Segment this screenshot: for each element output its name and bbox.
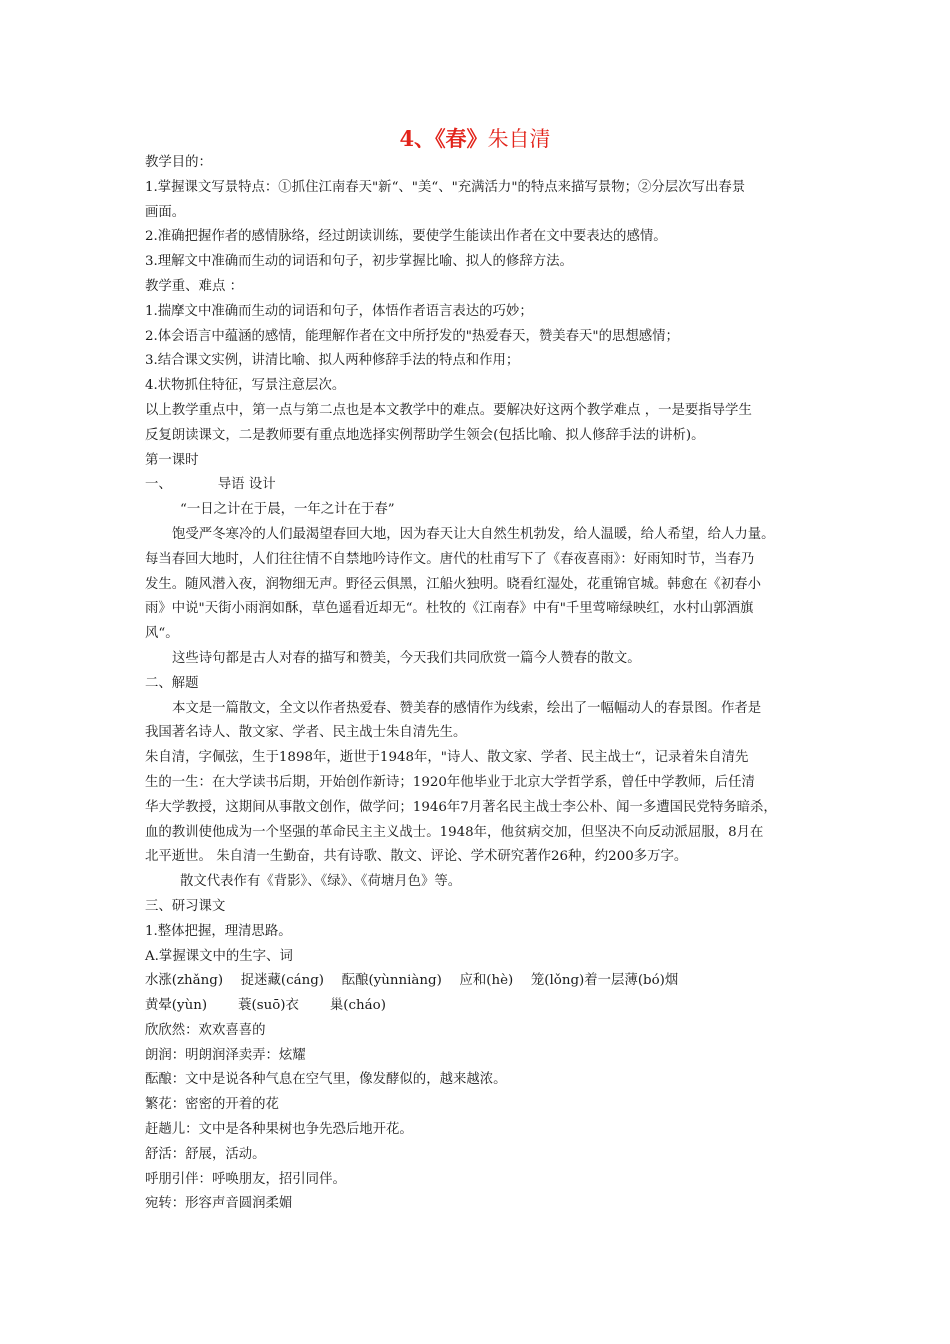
explanation-paragraph: 本文是一篇散文，全文以作者热爱春、赞美春的感情作为线索，绘出了一幅幅动人的春景图。作者是 [172, 700, 762, 716]
section-1-title: 导语 设计 [217, 477, 276, 493]
difficulty-note: 以上教学重点中，第一点与第二点也是本文教学中的难点。要解决好这两个教学难点 ，一是要指导学生 [145, 402, 752, 418]
heading-key-points: 教学重、难点 ： [145, 278, 243, 294]
goal-3: 3.理解文中准确而生动的词语和句子，初步掌握比喻、拟人的修辞方法。 [145, 254, 573, 270]
heading-first-lesson: 第一课时 [145, 452, 199, 468]
key-point-2: 2.体会语言中蕴涵的感情，能理解作者在文中所抒发的"热爱春天，赞美春天"的思想感情； [145, 328, 679, 344]
definition-7: 呼朋引伴：呼唤朋友，招引同伴。 [145, 1171, 346, 1187]
definition-8: 宛转：形容声音圆润柔媚 [145, 1196, 293, 1212]
section-1-number: 一、 [145, 477, 172, 493]
section-3-heading: 三、研习课文 [145, 898, 226, 914]
subsection-1: 1.整体把握，理清思路。 [145, 923, 292, 939]
definition-4: 繁花：密密的开着的花 [145, 1097, 279, 1113]
goal-1-cont: 画面。 [145, 204, 186, 220]
title-work: 《春》 [435, 126, 488, 151]
intro-paragraph: 饱受严冬寒冷的人们最渴望春回大地，因为春天让大自然生机勃发，给人温暖，给人希望，给人力量。 [172, 526, 775, 542]
heading-teaching-goals: 教学目的： [145, 155, 212, 170]
proverb: “一日之计在于晨，一年之计在于春” [180, 502, 395, 518]
intro-paragraph-2: 每当春回大地时，人们往往情不自禁地吟诗作文。唐代的杜甫写下了《春夜喜雨》：好雨知时节，当春乃 [145, 551, 755, 567]
representative-works: 散文代表作有《背影》、《绿》、《荷塘月色》等。 [180, 874, 462, 890]
definition-1: 欣欣然：欢欢喜喜的 [145, 1022, 266, 1038]
title-number: 4、 [399, 126, 436, 151]
key-point-1: 1.揣摩文中准确而生动的词语和句子，体悟作者语言表达的巧妙； [145, 303, 533, 319]
explanation-paragraph-2: 我国著名诗人、散文家、学者、民主战士朱自清先生。 [145, 725, 467, 741]
intro-paragraph-5: 风“。 [145, 626, 179, 642]
lesson-title [0, 124, 950, 154]
definition-6: 舒活：舒展，活动。 [145, 1146, 266, 1162]
key-point-3: 3.结合课文实例，讲清比喻、拟人两种修辞手法的特点和作用； [145, 353, 520, 369]
document-body [145, 151, 817, 1217]
key-point-4: 4.状物抓住特征，写景注意层次。 [145, 378, 346, 394]
author-bio-3: 华大学教授，这期间从事散文创作，做学问；1946年7月著名民主战士李公朴、闻一多遭国民党特务暗杀， [145, 799, 777, 815]
author-bio-5: 北平逝世。 朱自清一生勤奋，共有诗歌、散文、评论、学术研究著作26种，约200多万字。 [145, 849, 688, 865]
section-1-heading [145, 473, 817, 498]
vocab-row-1: 水涨(zhǎng) 捉迷藏(cáng) 酝酿(yùnniàng) 应和(hè) 笼(lǒng)着一层薄(bó)烟 [145, 973, 679, 989]
definition-3: 酝酿：文中是说各种气息在空气里，像发酵似的，越来越浓。 [145, 1072, 507, 1088]
intro-summary: 这些诗句都是古人对春的描写和赞美，今天我们共同欣赏一篇今人赞春的散文。 [172, 650, 641, 666]
vocab-heading: A.掌握课文中的生字、词 [145, 948, 293, 964]
section-2-heading: 二、解题 [145, 675, 199, 691]
definition-5: 赶趟儿：文中是各种果树也争先恐后地开花。 [145, 1122, 413, 1138]
vocab-row-2: 黄晕(yùn) 蓑(suō)衣 巢(cháo) [145, 998, 386, 1014]
author-bio-4: 血的教训使他成为一个坚强的革命民主主义战士。1948年，他贫病交加，但坚决不向反动派屈服，8月在 [145, 824, 764, 840]
goal-1: 1.掌握课文写景特点：①抓住江南春天"新“、"美“、"充满活力"的特点来描写景物；②分层次写出春景 [145, 179, 746, 195]
title-author: 朱自清 [487, 127, 551, 151]
goal-2: 2.准确把握作者的感情脉络，经过朗读训练，要使学生能读出作者在文中要表达的感情。 [145, 229, 667, 245]
intro-paragraph-3: 发生。随风潜入夜，润物细无声。野径云俱黑，江船火独明。晓看红湿处，花重锦官城。韩愈在《初春小 [145, 576, 761, 592]
intro-paragraph-4: 雨》中说"天街小雨润如酥，草色遥看近却无“。杜牧的《江南春》中有"千里莺啼绿映红，水村山郭酒旗 [145, 601, 754, 617]
author-bio-2: 生的一生：在大学读书后期，开始创作新诗；1920年他毕业于北京大学哲学系，曾任中学教师，后任清 [145, 774, 755, 790]
definition-2: 朗润：明朗润泽卖弄：炫耀 [145, 1047, 306, 1063]
author-bio: 朱自清，字佩弦，生于1898年，逝世于1948年，"诗人、散文家、学者、民主战士“，记录着朱自清先 [145, 750, 749, 766]
difficulty-note-cont: 反复朗读课文，二是教师要有重点地选择实例帮助学生领会(包括比喻、拟人修辞手法的讲析)。 [145, 427, 705, 443]
